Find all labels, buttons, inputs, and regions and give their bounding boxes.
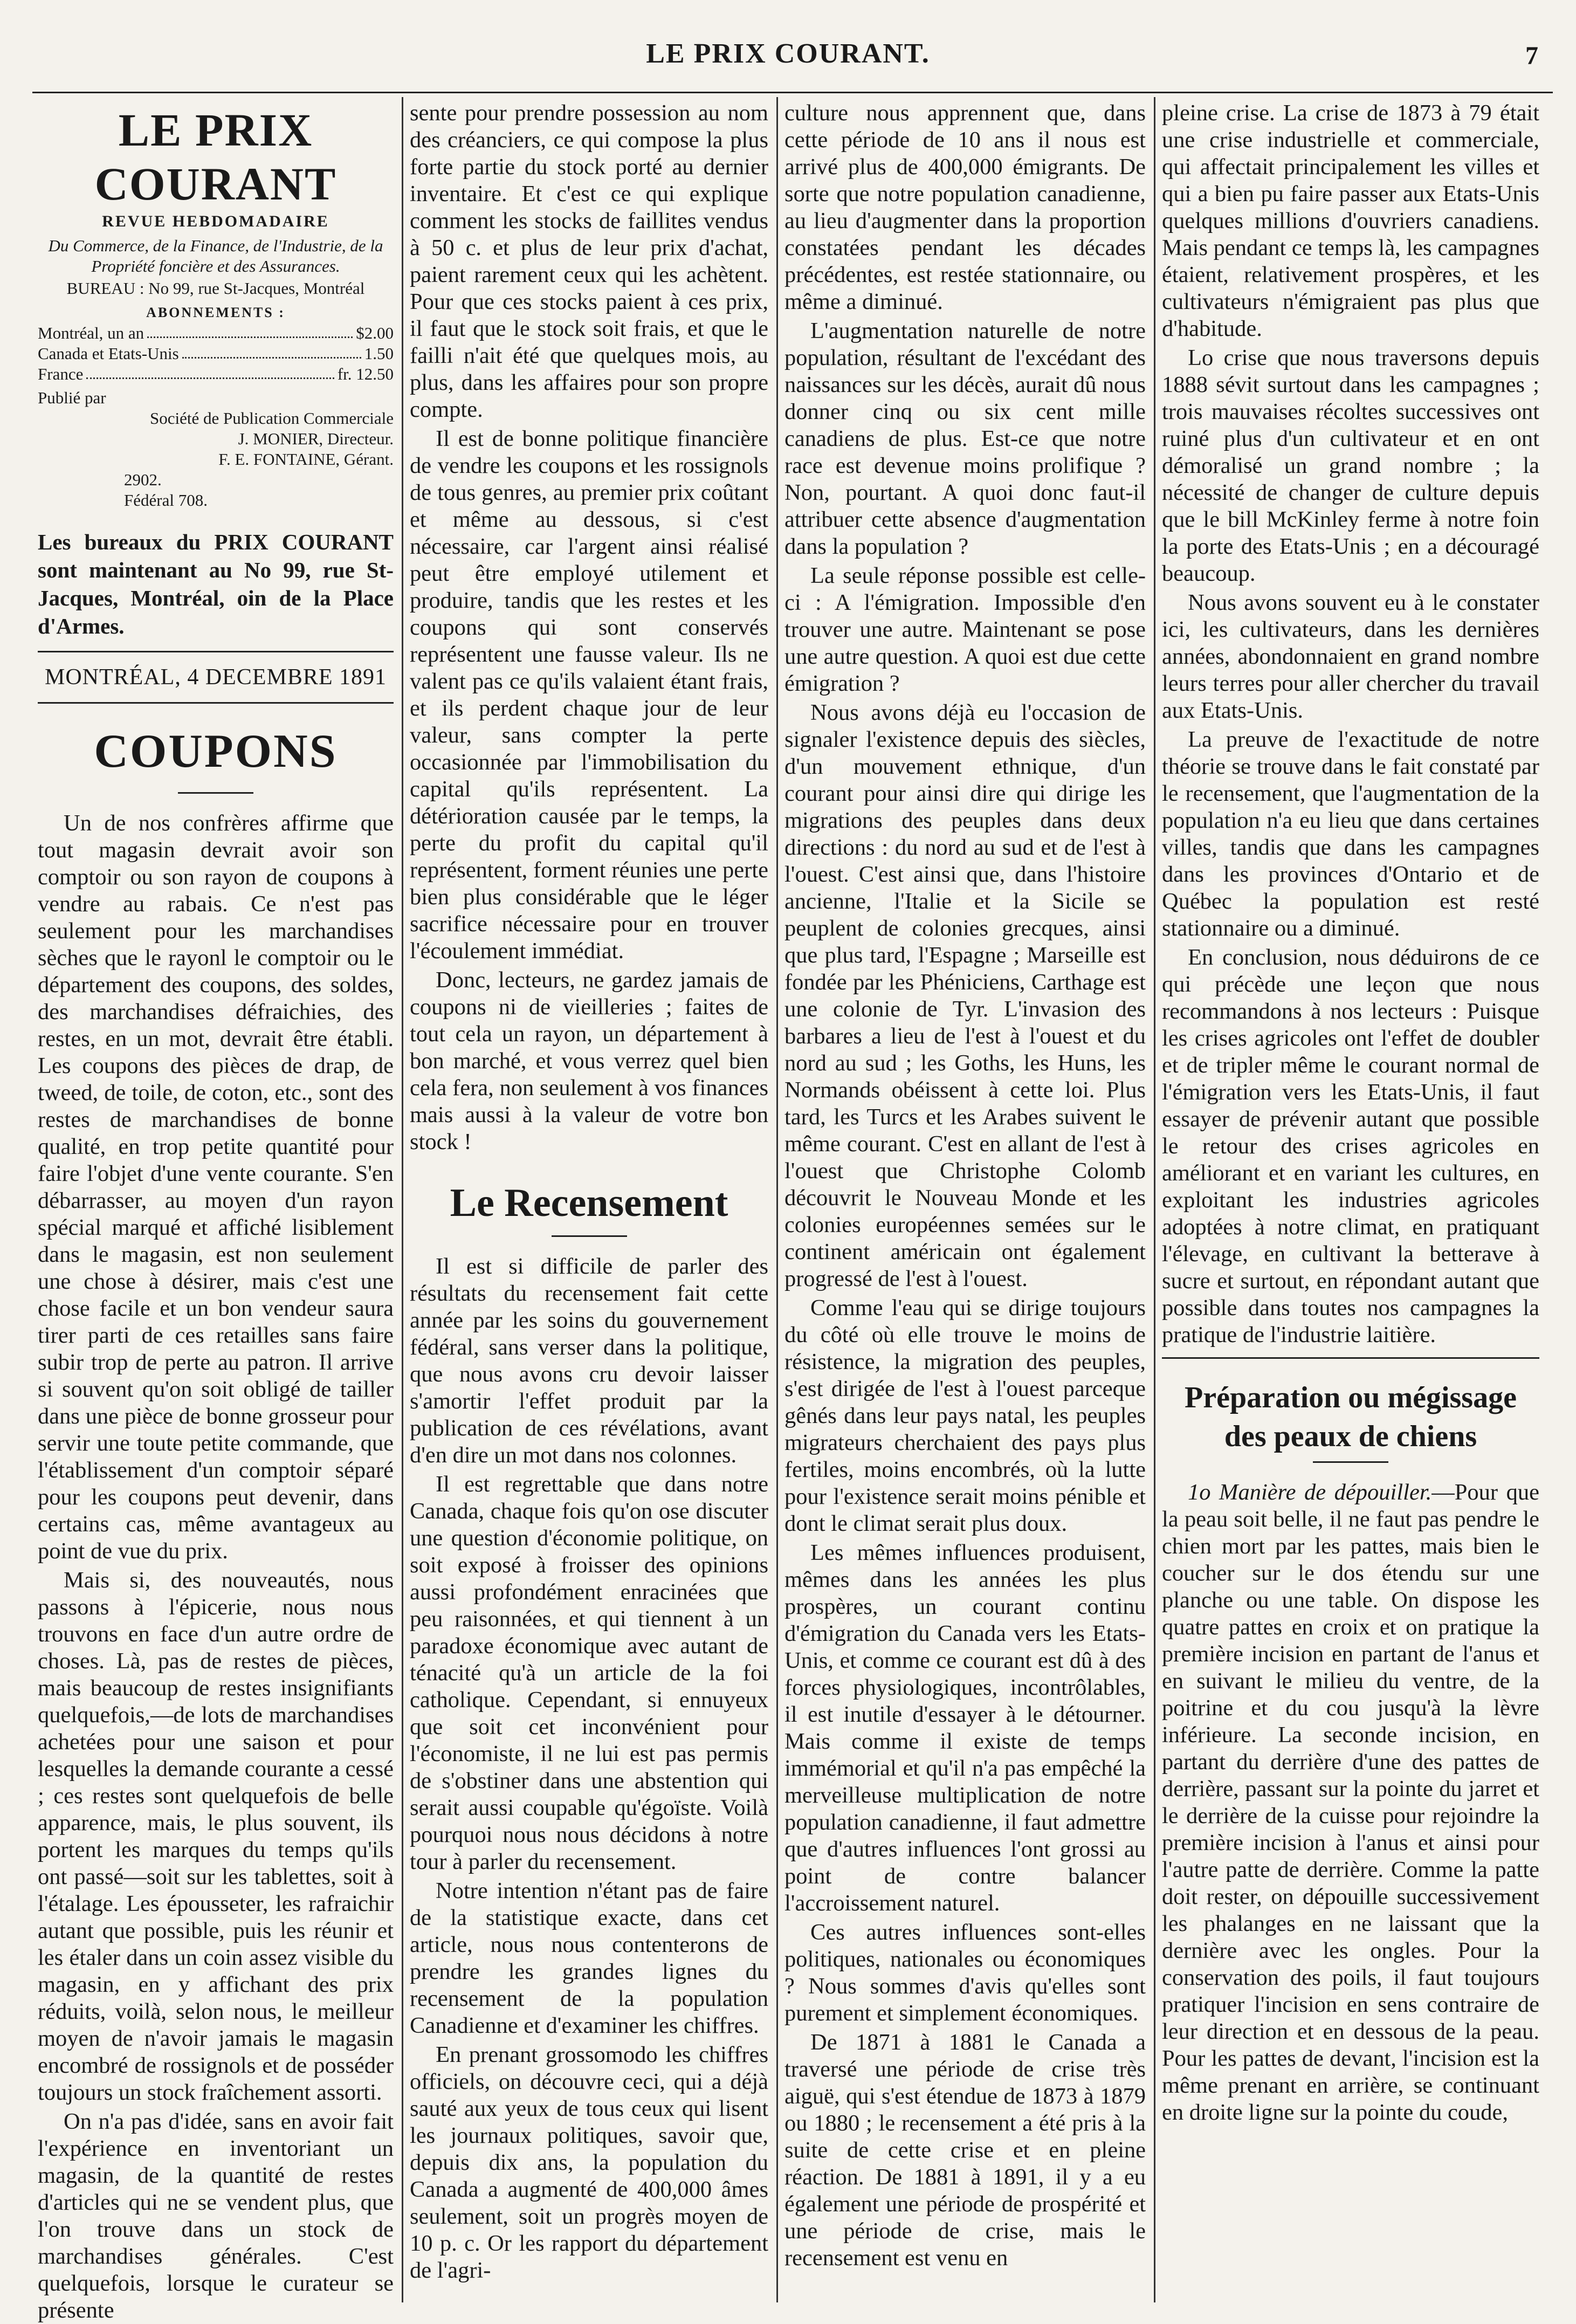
column-4: [1162, 100, 1539, 2294]
section-lead: 1o Manière de dépouiller.: [1188, 1480, 1432, 1505]
paragraph: sente pour prendre possession au nom des créanciers, ce qui compose la plus forte partie du stock porté au dernier inventaire. Et c'est ce qui explique comment les stocks de faillites vendus à 50 c. et plus de leur prix d'achat, paient rarement ceux qui les achètent. Pour que ces stocks paient à ces prix, il faut que le stock soit frais, et que le failli n'ait été que quelques mois, au plus, dans les affaires pour son propre compte.: [410, 100, 768, 422]
masthead-description: Du Commerce, de la Finance, de l'Industrie, de la Propriété foncière et des Assurances.: [48, 236, 383, 276]
paragraph: Les mêmes influences produisent, mêmes dans les années les plus prospères, un courant continu d'émigration du Canada vers les Etats-Unis, et comme ce courant est dû à des forces physiologiques, incontrôlables, il est inutile d'essayer à le détourner. Mais comme il existe de temps immémorial et qu'il n'a pas empêché la merveilleuse multiplication de notre population canadienne, il faut admettre que d'autres influences l'ont grossi au point de contre balancer l'accroissement naturel.: [784, 1540, 1146, 1916]
paragraph: Il est si difficile de parler des résultats du recensement fait cette année par les soins du gouvernement fédéral, sans verser dans la politique, que nous avons cru devoir laisser s'amortir l'effet produit par la publication de ces révélations, avant d'en dire un mot dans nos colonnes.: [410, 1254, 768, 1468]
paragraph: La preuve de l'exactitude de notre théorie se trouve dans le fait constaté par le recensement, que l'augmentation de la population n'a eu lieu que dans certaines villes, tandis que dans les campagnes dans les provinces d'Ontario et de Québec la population est resté stationnaire ou a diminué.: [1162, 727, 1539, 941]
paragraph: Mais si, des nouveautés, nous passons à l'épicerie, nous nous trouvons en face d'un autre ordre de choses. Là, pas de restes de pièces, mais beaucoup de restes insignifiants quelquefois,—de lots de marchandises achetées pour une saison et pour lesquelles la demande courante a cessé ; ces restes sont quelquefois de belle apparence, mais, le plus souvent, ils portent les marques du temps qu'ils ont passé—soit sur les tablettes, soit à l'étalage. Les épousseter, les rafraichir autant que possible, puis les réunir et les étaler dans un coin assez visible du magasin, en y affichant des prix réduits, voilà, selon nous, le meilleur moyen de n'avoir jamais le magasin encombré de rossignols et de posséder toujours un stock fraîchement assorti.: [38, 1567, 394, 2105]
rate-label: Montréal, un an: [38, 324, 144, 342]
article-title: COUPONS: [94, 725, 338, 778]
paragraph: culture nous apprennent que, dans cette période de 10 ans il nous est arrivé plus de 400,000 émigrants. De sorte que notre population canadienne, au lieu d'augmenter dans la proportion constatées pendant les décades précédentes, est restée stationnaire, ou même a diminué.: [784, 100, 1146, 314]
running-head: [0, 22, 1576, 70]
manager-name: F. E. FONTAINE, Gérant.: [218, 450, 394, 469]
leader-dots: [86, 364, 334, 379]
rate-row: [38, 323, 394, 343]
divider: [38, 651, 394, 652]
paragraph: Comme l'eau qui se dirige toujours du côté où elle trouve le moins de résistence, la migration des peuples, s'est dirigée de l'est à l'ouest parceque gênés dans leur pays natal, les peuples migrateurs cherchaient des pays plus fertiles, moins encombrés, où la lutte pour l'existence serait moins pénible et dont le climat serait plus doux.: [784, 1295, 1146, 1536]
column-rule: [402, 97, 403, 2302]
masthead-title: LE PRIX COURANT: [94, 104, 337, 210]
paragraph: On n'a pas d'idée, sans en avoir fait l'expérience en inventoriant un magasin, de la quantité de restes d'articles qui ne se vendent plus, que l'on trouve dans un stock de marchandises générales. C'est quelquefois, lorsque le curateur se présente: [38, 2109, 394, 2323]
publisher-name: Société de Publication Commerciale: [150, 409, 394, 428]
publisher-label: Publié par: [38, 388, 106, 407]
divider: [178, 792, 253, 794]
rate-label: France: [38, 365, 84, 383]
rate-row: [38, 364, 394, 384]
paragraph: L'augmentation naturelle de notre population, résultant de l'excédant des naissances sur les décès, aurait dû nous donner cinq ou six cent mille canadiens de plus. Est-ce que notre race est devenue moins prolifique ? Non, pourtant. A quoi donc faut-il attribuer cette absence d'augmentation dans la population ?: [784, 318, 1146, 559]
paragraph: Il est regrettable que dans notre Canada, chaque fois qu'on ose discuter une question d'économie politique, on soit exposé à froisser des opinions aussi profondément enracinées que peu raisonnées, et qui tiennent à un paradoxe économique avec autant de ténacité qu'à un article de la foi catholique. Cependant, si ennuyeux que soit cet inconvénient pour l'économiste, il ne lui est pas permis de s'obstiner dans une abstention qui serait aussi coupable qu'égoïste. Voilà pourquoi nous nous décidons à notre tour à parler du recensement.: [410, 1472, 768, 1874]
paragraph-text: —Pour que la peau soit belle, il ne faut pas pendre le chien mort par les pattes, mais bien le coucher sur le dos étendu sur une planche ou une table. On dispose les quatre pattes en croix et on pratique la première incision en partant de l'anus et en suivant le milieu du ventre, de la poitrine et du cou jusqu'à la lèvre inférieure. La seconde incision, en partant du derrière d'une des pattes de derrière, passant sur la pointe du jarret et le derrière de la cuisse pour rejoindre la première incision à l'anus et ainsi pour l'autre patte de derrière. Comme la patte doit rester, on dépouille successivement les phalanges en ne laissant que la dernière avec les ongles. Pour la conservation des poils, il faut toujours pratiquer l'incision en sens contraire de leur direction et en dessous de la peau. Pour les pattes de devant, l'incision est la même prenant en arrière, se continuant en droite ligne sur la pointe du coude,: [1162, 1480, 1540, 2125]
dateline: MONTRÉAL, 4 DECEMBRE 1891: [45, 665, 387, 690]
leader-dots: [147, 323, 353, 338]
rate-row: [38, 343, 394, 364]
paragraph: De 1871 à 1881 le Canada a traversé une période de crise très aiguë, qui s'est étendue de 1873 à 1879 ou 1880 ; le recensement a été pris à la suite de cette crise et en pleine réaction. De 1881 à 1891, il y a eu également une période de prospérité et une période de crise, mais le recensement est venu en: [784, 2030, 1146, 2271]
column-1: [38, 100, 394, 2323]
paragraph: Donc, lecteurs, ne gardez jamais de coupons ni de vieilleries ; faites de tout cela un rayon, un département à bon marché, et vous verrez quel bien cela fera, non seulement à vos finances mais aussi à la valeur de votre bon stock !: [410, 967, 768, 1154]
paragraph: Lo crise que nous traversons depuis 1888 sévit surtout dans les campagnes ; trois mauvaises récoltes successives ont ruiné plus d'un cultivateur et en ont démoralisé un grand nombre ; la nécessité de changer de culture depuis que le bill McKinley ferme à notre foin la porte des Etats-Unis ; en a découragé beaucoup.: [1162, 345, 1539, 586]
phone-number: 2902.: [124, 470, 162, 489]
paragraph: Il est de bonne politique financière de vendre les coupons et les rossignols de tous genres, au premier prix coûtant et même au dessous, si c'est nécessaire, car l'argent ainsi réalisé peut être employé utilement et produire, tandis que les restes et les coupons qui sont conservés représentent une fausse valeur. Ils ne valent pas ce qu'ils valaient étant frais, et ils perdent chaque jour de leur valeur, sans compter la perte occasionnée par l'immobilisation du capital qu'ils représentent. La détérioration causée par le temps, la perte du profit du capital qu'il représentent, forment réunies une perte bien plus considérable que le léger sacrifice nécessaire pour en trouver l'écoulement immédiat.: [410, 426, 768, 964]
rate-value: 1.50: [364, 344, 394, 363]
paragraph: Notre intention n'étant pas de faire de la statistique exacte, dans cet article, nous nous contenterons de prendre les grandes lignes du recensement de la population Canadienne et d'examiner les chiffres.: [410, 1878, 768, 2038]
masthead-address: BUREAU : No 99, rue St-Jacques, Montréal: [66, 279, 365, 298]
leader-dots: [182, 343, 361, 359]
column-3: [784, 100, 1146, 2294]
paragraph: Nous avons déjà eu l'occasion de signaler l'existence depuis des siècles, d'un mouvement ethnique, d'un courant pour ainsi dire qui dirige les migrations des peuples dans deux directions : du nord au sud et de l'est à l'ouest. C'est ainsi que, dans l'histoire ancienne, l'Italie et la Sicile se peuplent de colonies grecques, ainsi que plus tard, l'Espagne ; Marseille est fondée par les Phéniciens, Carthage est une colonie de Tyr. L'invasion des barbares a lieu de l'est à l'ouest et du nord au sud ; les Goths, les Huns, les Normands obéissent à cette loi. Plus tard, les Turcs et les Arabes suivent le même courant. C'est en allant de l'est à l'ouest que Christophe Colomb découvrit le Nouveau Monde et les colonies européennes semées sur le continent américain ont également progressé de l'est à l'ouest.: [784, 700, 1146, 1291]
paragraph: La seule réponse possible est celle-ci : A l'émigration. Impossible d'en trouver une autre. Maintenant se pose une autre question. A quoi est due cette émigration ?: [784, 563, 1146, 696]
paragraph: En prenant grossomodo les chiffres officiels, on découvre ceci, qui a déjà sauté aux yeux de tous ceux qui lisent les journaux politiques, savoir que, depuis dix ans, la population du Canada a augmenté de 400,000 âmes seulement, soit un progrès moyen de 10 p. c. Or les rapport du département de l'agri-: [410, 2042, 768, 2283]
article-title: Préparation ou mégissage des peaux de chiens: [1185, 1381, 1517, 1453]
paragraph: Nous avons souvent eu à le constater ici, les cultivateurs, dans les dernières années, abondonnaient en grand nombre leurs terres pour aller chercher du travail aux Etats-Unis.: [1162, 590, 1539, 723]
column-rule: [1154, 97, 1155, 2302]
paragraph: Ces autres influences sont-elles politiques, nationales ou économiques ? Nous sommes d'avis qu'elles sont purement et simplement économiques.: [784, 1920, 1146, 2026]
paragraph: [1162, 1479, 1539, 2126]
column-2: [410, 100, 768, 2294]
page-number: 7: [1525, 42, 1538, 70]
article-title: Le Recensement: [450, 1181, 728, 1225]
office-notice: Les bureaux du PRIX COURANT sont maintenant au No 99, rue St-Jacques, Montréal, oin de la Place d'Armes.: [38, 530, 394, 638]
director-name: J. MONIER, Directeur.: [238, 429, 394, 448]
divider: [38, 702, 394, 704]
rate-value: fr. 12.50: [337, 365, 394, 383]
column-rule: [776, 97, 778, 2302]
paragraph: En conclusion, nous déduirons de ce qui précède une leçon que nous recommandons à nos lecteurs : Puisque les crises agricoles ont l'effet de doubler et de tripler même le courant normal de l'émigration vers les Etats-Unis, il faut essayer de prévenir autant que possible le retour des crises agricoles en améliorant et en variant les cultures, en exploitant les industries agricoles adoptées à notre climat, en pratiquant l'élevage, en cultivant la betterave à sucre et surtout, en répondant autant que possible dans toutes nos campagnes la pratique de l'industrie laitière.: [1162, 945, 1539, 1347]
rate-value: $2.00: [356, 324, 394, 342]
running-head-title: LE PRIX COURANT.: [646, 38, 930, 69]
subscriptions-heading: ABONNEMENTS :: [146, 305, 285, 320]
paragraph: Un de nos confrères affirme que tout magasin devrait avoir son comptoir ou son rayon de coupons à vendre au rabais. Ce n'est pas seulement pour les marchandises sèches que le rayonl le comptoir ou le département des coupons, des soldes, des marchandises défraichies, des restes, en un mot, devrait être établi. Les coupons des pièces de drap, de tweed, de toile, de coton, etc., sont des restes de marchandises de bonne qualité, en trop petite quantité pour faire l'objet d'une vente courante. S'en débarrasser, au moyen d'un rayon spécial marqué et affiché lisiblement dans le magasin, est non seulement une chose à désirer, mais c'est une chose facile et un bon vendeur saura tirer parti de ces retailles sans faire subir trop de perte au patron. Il arrive si souvent qu'on soit obligé de tailler dans une pièce de bonne grosseur pour servir une toute petite commande, que l'établissement d'un comptoir séparé pour les coupons peut devenir, dans certains cas, même avantageux au point de vue du prix.: [38, 810, 394, 1564]
phone-number: Fédéral 708.: [124, 491, 208, 510]
header-rule: [32, 92, 1553, 93]
masthead-subtitle: REVUE HEBDOMADAIRE: [102, 212, 329, 230]
divider: [552, 1235, 627, 1237]
paragraph: pleine crise. La crise de 1873 à 79 était une crise industrielle et commerciale, qui affectait principalement les villes et qui a bien pu faire passer aux Etats-Unis quelques millions d'ouvriers canadiens. Mais pendant ce temps là, les campagnes étaient, relativement prospères, et les cultivateurs n'émigraient pas plus que d'habitude.: [1162, 100, 1539, 341]
divider: [1162, 1357, 1539, 1359]
divider: [1313, 1461, 1388, 1463]
rate-label: Canada et Etats-Unis: [38, 344, 179, 363]
